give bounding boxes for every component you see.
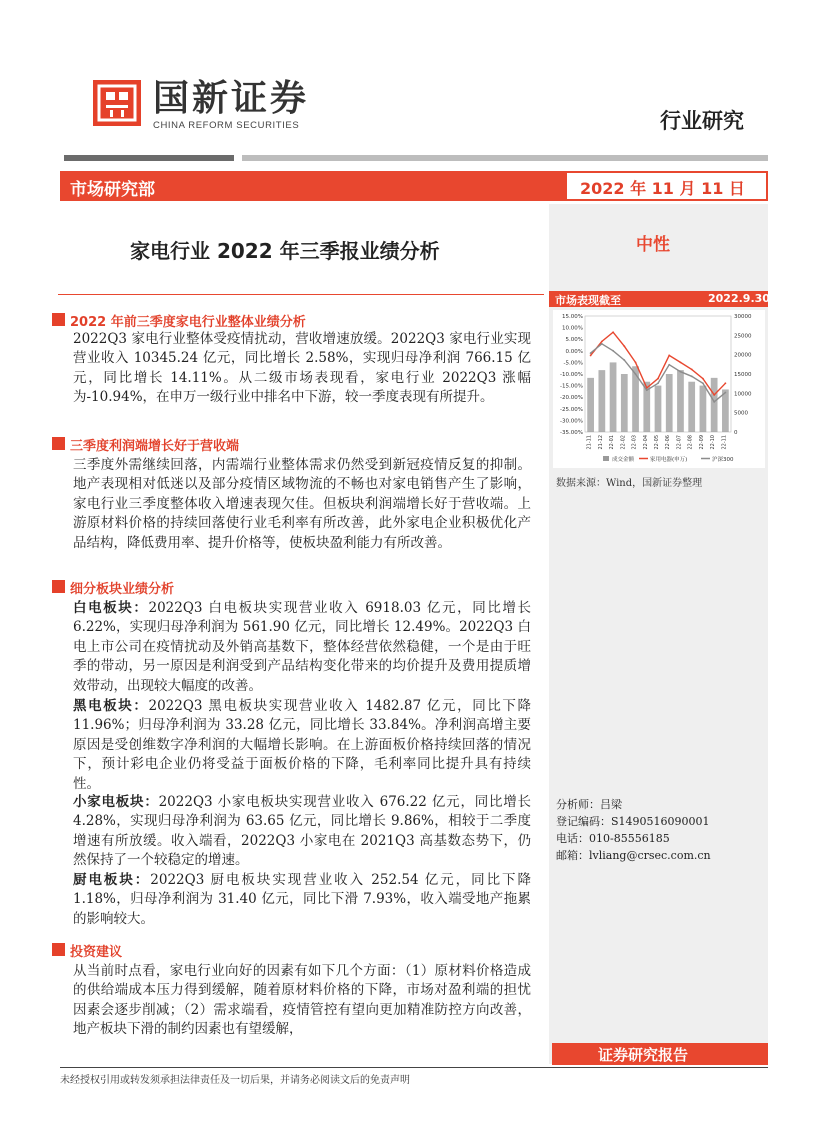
section-paragraph [73, 599, 531, 696]
logo-name-cn: 国新证券 [153, 78, 310, 119]
volume-bar [587, 378, 594, 432]
series-point [691, 368, 693, 370]
volume-bar [598, 370, 605, 432]
series-point [724, 382, 726, 384]
volume-bar [688, 382, 695, 432]
volume-bar [621, 374, 628, 432]
right-axis-tick: 15000 [734, 372, 752, 378]
series-point [590, 352, 592, 354]
x-axis-tick: 22-10 [710, 435, 717, 450]
analyst-name: 分析师：吕梁 [556, 798, 622, 811]
section-paragraph [73, 456, 531, 553]
footer-label: 证券研究报告 [598, 1046, 689, 1064]
section-bullet-icon [52, 943, 65, 956]
footer-disclaimer: 未经授权引用或转发须承担法律责任及一切后果，并请务必阅读文后的免责声明 [60, 1075, 410, 1086]
section-bullet-icon [52, 437, 65, 450]
series-point [713, 394, 715, 396]
industry-rating: 中性 [636, 235, 670, 255]
section-bullet-icon [52, 580, 65, 593]
right-axis-tick: 10000 [734, 391, 752, 398]
section-paragraph [73, 871, 531, 929]
market-performance-chart [553, 310, 765, 468]
left-axis-tick: 15.00% [562, 314, 583, 320]
left-axis-tick: -10.00% [560, 372, 583, 378]
volume-bar [711, 378, 718, 432]
series-point [668, 364, 670, 366]
para-text: 2022Q3 小家电板块实现营业收入 676.22 亿元，同比增长 4.28%，实现归母净利润为 63.65 亿元，同比增长 9.86%，相较于二季度增速有所放缓。收入端看，2022Q3 小家电在 2021Q3 高基数态势下，仍然保持了一个较稳定的增速。 [73, 794, 532, 869]
para-lead: 黑电板块： [73, 698, 149, 714]
series-point [646, 389, 648, 391]
left-axis-tick: -35.00% [560, 430, 583, 436]
x-axis-tick: 22-05 [654, 435, 660, 450]
series-point [612, 350, 614, 352]
para-text: 2022Q3 家电行业整体受疫情扰动，营收增速放缓。2022Q3 家电行业实现营业收入 10345.24 亿元，同比增长 2.58%，实现归母净利润 766.15 亿元，同比增长 14.11%。从二级市场表现看，家电行业 2022Q3 涨幅为-10.94%，在申万一级行业中排名中下游，较一季度表现有所提升。 [73, 331, 531, 406]
para-text: 2022Q3 黑电板块实现营业收入 1482.87 亿元，同比下降 11.96%；归母净利润为 33.28 亿元，同比增长 33.84%。净利润高增主要原因是受创维数字净利润的大幅增长影响。在上游面板价格持续回落的情况下，预计彩电企业仍将受益于面板价格的下降，毛利率同比提升具有持续性。 [73, 698, 532, 792]
para-text: 2022Q3 厨电板块实现营业收入 252.54 亿元，同比下降 1.18%，归母净利润为 31.40 亿元，同比下滑 7.93%，收入端受地产拖累的影响较大。 [73, 872, 531, 927]
left-axis-tick: 10.00% [562, 325, 583, 332]
x-axis-tick: 21-12 [597, 435, 604, 450]
right-axis-tick: 0 [734, 430, 738, 436]
series-point [612, 331, 614, 333]
series-point [635, 362, 637, 364]
volume-bar [610, 362, 617, 432]
section-paragraph [73, 793, 531, 871]
right-axis-tick: 20000 [734, 352, 752, 359]
analyst-phone: 电话：010-85556185 [556, 832, 670, 845]
report-date: 2022 年 11 月 11 日 [580, 179, 745, 198]
volume-bar [722, 389, 729, 432]
series-point [657, 378, 659, 380]
logo-name-en: CHINA REFORM SECURITIES [153, 120, 300, 131]
series-point [680, 362, 682, 364]
para-text: 从当前时点看，家电行业向好的因素有如下几个方面：（1）原材料价格造成的供给端成本压力得到缓解，随着原材料价格的下降，市场对盈利端的担忧因素会逐步削减；（2）需求端看，疫情管控有望向更加精准防控方向改善，地产板块下滑的制约因素也有望缓解， [73, 963, 531, 1038]
para-text: 三季度外需继续回落，内需端行业整体需求仍然受到新冠疫情反复的抑制。地产表现相对低迷以及部分疫情区域物流的不畅也对家电销售产生了影响，家电行业三季度整体收入增速表现欠佳。但板块利润端增长好于营收端。上游原材料价格的持续回落使行业毛利率有所改善，此外家电企业积极优化产品结构，降低费用率、提升价格等，使板块盈利能力有所改善。 [73, 457, 531, 551]
section-paragraph [73, 330, 531, 408]
chart-header-right: 2022.9.30 [708, 292, 770, 305]
series-point [691, 375, 693, 377]
department-label: 市场研究部 [70, 180, 155, 200]
series-point [702, 378, 704, 380]
header-divider-dark [64, 155, 234, 161]
x-axis-tick: 22-02 [620, 435, 627, 450]
para-text: 2022Q3 白电板块实现营业收入 6918.03 亿元，同比增长 6.22%，实现归母净利润为 561.90 亿元，同比增长 12.49%。2022Q3 白电上市公司在疫情扰动及外销高基数下，整体经营依然稳健，一个是由于旺季的带动，另一原因是利润受到产品结构变化带来的均价提升及费用提质增效带动，出现较大幅度的改善。 [73, 600, 532, 694]
series-point [623, 345, 625, 347]
left-axis-tick: -15.00% [560, 383, 583, 390]
right-axis-tick: 30000 [734, 314, 752, 320]
series-point [635, 373, 637, 375]
x-axis-tick: 22-11 [721, 435, 728, 450]
legend-swatch [603, 456, 609, 461]
header-divider-light [242, 155, 768, 161]
x-axis-tick: 22-07 [676, 435, 683, 450]
x-axis-tick: 22-06 [665, 435, 672, 450]
chart-header-left: 市场表现截至 [555, 294, 621, 307]
series-point [668, 355, 670, 357]
left-axis-tick: -25.00% [560, 406, 583, 413]
section-paragraph [73, 962, 531, 1040]
x-axis-tick: 22-01 [609, 435, 616, 450]
right-axis-tick: 25000 [734, 333, 752, 340]
company-logo-mark [93, 80, 141, 126]
section-heading: 三季度利润端增长好于营收端 [70, 439, 240, 454]
analyst-registration: 登记编码：S1490516090001 [556, 815, 710, 828]
series-point [601, 343, 603, 345]
legend-label: 家用电器(申万) [650, 457, 688, 463]
x-axis-tick: 22-09 [698, 435, 705, 450]
legend-label: 沪深300 [712, 457, 734, 463]
left-axis-tick: -20.00% [560, 395, 583, 402]
title-underline [58, 294, 544, 295]
report-title: 家电行业 2022 年三季报业绩分析 [130, 239, 440, 263]
volume-bar [677, 370, 684, 432]
report-type: 行业研究 [660, 109, 744, 133]
right-axis-tick: 5000 [734, 410, 748, 417]
para-lead: 厨电板块： [73, 872, 151, 888]
section-bullet-icon [52, 313, 65, 326]
series-point [623, 359, 625, 361]
left-axis-tick: -30.00% [560, 418, 583, 425]
analyst-email[interactable]: 邮箱：lvliang@crsec.com.cn [556, 849, 711, 862]
section-heading: 2022 年前三季度家电行业整体业绩分析 [70, 315, 306, 330]
volume-bar [632, 366, 639, 432]
legend-label: 成交金额 [612, 457, 635, 463]
volume-bar [700, 386, 707, 432]
x-axis-tick: 21-11 [586, 435, 593, 450]
series-point [601, 341, 603, 343]
logo-seal-icon [93, 80, 141, 126]
chart-source: 数据来源：Wind，国新证券整理 [556, 478, 703, 489]
series-point [702, 382, 704, 384]
series-point [590, 355, 592, 357]
para-lead: 小家电板块： [73, 794, 159, 810]
x-axis-tick: 22-04 [642, 435, 649, 450]
volume-bar [666, 374, 673, 432]
x-axis-tick: 22-03 [631, 435, 638, 450]
left-axis-tick: 5.00% [565, 337, 583, 344]
series-point [657, 382, 659, 384]
section-paragraph [73, 697, 531, 794]
x-axis-tick: 22-08 [687, 435, 694, 450]
para-lead: 白电板块： [73, 600, 149, 616]
series-point [680, 371, 682, 373]
series-point [713, 401, 715, 403]
series-point [724, 392, 726, 394]
left-axis-tick: 0.00% [565, 348, 583, 355]
section-heading: 投资建议 [70, 945, 123, 960]
left-axis-tick: -5.00% [563, 360, 583, 367]
section-heading: 细分板块业绩分析 [70, 582, 175, 597]
footer-divider [60, 1067, 768, 1068]
volume-bar [655, 386, 662, 432]
